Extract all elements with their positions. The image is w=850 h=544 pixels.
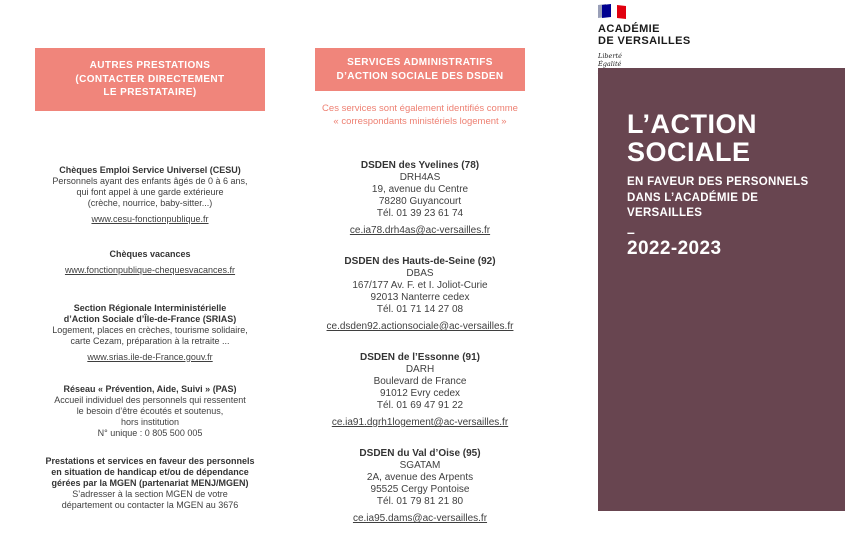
text-line: Ces services sont également identifiés comme <box>322 103 518 114</box>
srias-link[interactable]: www.srias.ile-de-France.gouv.fr <box>87 351 213 362</box>
section-title <box>35 456 265 489</box>
section-reseau-pas <box>35 384 265 439</box>
text-line: D’ACTION SOCIALE DES DSDEN <box>336 70 504 82</box>
text-line: DARH <box>405 364 435 375</box>
dsden-address <box>302 460 538 508</box>
dsden-title: DSDEN du Val d’Oise (95) <box>359 448 481 459</box>
text-line: Section Régionale Interministérielle <box>73 302 227 313</box>
middle-column-header <box>315 48 525 91</box>
cover-period: 2022-2023 <box>627 237 722 259</box>
text-line: Logement, places en crèches, tourisme solidaire, <box>52 324 248 335</box>
text-line: N° unique : 0 805 500 005 <box>97 427 203 438</box>
dsden-title: DSDEN de l’Essonne (91) <box>359 352 481 363</box>
section-srias <box>35 303 265 365</box>
text-line: Tél. 01 79 81 21 80 <box>376 496 464 507</box>
cover-subtitle <box>627 175 829 222</box>
text-line: carte Cezam, préparation à la retraite ... <box>70 335 230 346</box>
text-line: 2A, avenue des Arpents <box>366 472 474 483</box>
text-line: Chèques Emploi Service Universel (CESU) <box>59 164 241 175</box>
dsden-email-link[interactable]: ce.ia91.dgrh1logement@ac-versailles.fr <box>331 417 509 428</box>
text-line: Tél. 01 39 23 61 74 <box>376 208 464 219</box>
cover-panel <box>598 68 845 511</box>
correspondants-note <box>302 102 538 128</box>
text-line: Égalité <box>598 60 622 68</box>
section-mgen <box>35 456 265 511</box>
text-line: qui font appel à une garde extérieure <box>76 186 224 197</box>
academie-versailles-logo <box>598 4 778 76</box>
section-cesu <box>35 165 265 227</box>
section-title <box>35 384 265 395</box>
text-line: S’adresser à la section MGEN de votre <box>72 488 228 499</box>
dsden-yvelines <box>302 160 538 238</box>
text-line: 92013 Nanterre cedex <box>370 292 470 303</box>
text-line: département ou contacter la MGEN au 3676 <box>61 499 239 510</box>
text-line: Réseau « Prévention, Aide, Suivi » (PAS) <box>63 383 237 394</box>
text-line: Tél. 01 69 47 91 22 <box>376 400 464 411</box>
section-title <box>35 249 265 260</box>
text-line: AUTRES PRESTATIONS <box>89 60 211 71</box>
text-line: L’ACTION <box>627 109 757 139</box>
logo-name-line1: ACADÉMIE <box>598 23 660 35</box>
cheques-vacances-link[interactable]: www.fonctionpublique-chequesvacances.fr <box>64 264 236 275</box>
section-cheques-vacances <box>35 249 265 278</box>
cover-title <box>627 110 829 166</box>
text-line: « correspondants ministériels logement » <box>333 116 507 127</box>
dsden-address <box>302 268 538 316</box>
text-line: DRH4AS <box>399 172 441 183</box>
middle-column <box>302 48 538 544</box>
text-line: Prestations et services en faveur des personnels <box>45 455 255 466</box>
text-line: 91012 Evry cedex <box>379 388 461 399</box>
text-line: gérées par la MGEN (partenariat MENJ/MGEN) <box>51 477 249 488</box>
cover-dash: – <box>627 223 635 240</box>
section-body <box>35 176 265 209</box>
section-title <box>35 165 265 176</box>
text-line: en situation de handicap et/ou de dépendance <box>51 466 249 477</box>
dsden-email-link[interactable]: ce.ia95.dams@ac-versailles.fr <box>352 513 488 524</box>
text-line: le besoin d’être écoutés et soutenus, <box>76 405 224 416</box>
text-line: hors institution <box>120 416 180 427</box>
section-body <box>35 395 265 439</box>
text-line: Tél. 01 71 14 27 08 <box>376 304 464 315</box>
dsden-hauts-de-seine <box>302 256 538 334</box>
dsden-essonne <box>302 352 538 430</box>
left-column <box>35 48 265 511</box>
text-line: Liberté <box>598 52 622 60</box>
section-body <box>35 489 265 511</box>
text-line: LE PRESTATAIRE) <box>103 87 197 98</box>
dsden-address <box>302 364 538 412</box>
section-body <box>35 325 265 347</box>
cesu-link[interactable]: www.cesu-fonctionpublique.fr <box>91 213 209 224</box>
text-line: DANS L’ACADÉMIE DE VERSAILLES <box>627 191 759 219</box>
dsden-list <box>302 160 538 526</box>
text-line: SOCIALE <box>627 137 751 167</box>
section-title <box>35 303 265 325</box>
text-line: 167/177 Av. F. et I. Joliot-Curie <box>352 280 488 291</box>
text-line: DBAS <box>406 268 434 279</box>
dsden-title: DSDEN des Hauts-de-Seine (92) <box>344 256 496 267</box>
text-line: (CONTACTER DIRECTEMENT <box>75 73 225 85</box>
left-column-header <box>35 48 265 111</box>
text-line: SERVICES ADMINISTRATIFS <box>347 57 493 68</box>
text-line: Accueil individuel des personnels qui ressentent <box>54 394 246 405</box>
text-line: (crèche, nourrice, baby-sitter...) <box>87 197 213 208</box>
text-line: 78280 Guyancourt <box>378 196 462 207</box>
dsden-email-link[interactable]: ce.dsden92.actionsociale@ac-versailles.fr <box>326 321 514 332</box>
dsden-val-doise <box>302 448 538 526</box>
text-line: Boulevard de France <box>373 376 467 387</box>
dsden-title: DSDEN des Yvelines (78) <box>360 160 480 171</box>
text-line: Chèques vacances <box>109 248 191 259</box>
text-line: 95525 Cergy Pontoise <box>370 484 470 495</box>
text-line: Personnels ayant des enfants âgés de 0 à 6 ans, <box>52 175 248 186</box>
text-line: 19, avenue du Centre <box>371 184 469 195</box>
dsden-address <box>302 172 538 220</box>
french-flag-icon <box>598 4 628 19</box>
text-line: EN FAVEUR DES PERSONNELS <box>627 176 809 188</box>
text-line: SGATAM <box>399 460 441 471</box>
text-line: d’Action Sociale d’Île-de-France (SRIAS) <box>63 313 237 324</box>
logo-name-line2: DE VERSAILLES <box>598 35 691 47</box>
dsden-email-link[interactable]: ce.ia78.drh4as@ac-versailles.fr <box>349 225 491 236</box>
